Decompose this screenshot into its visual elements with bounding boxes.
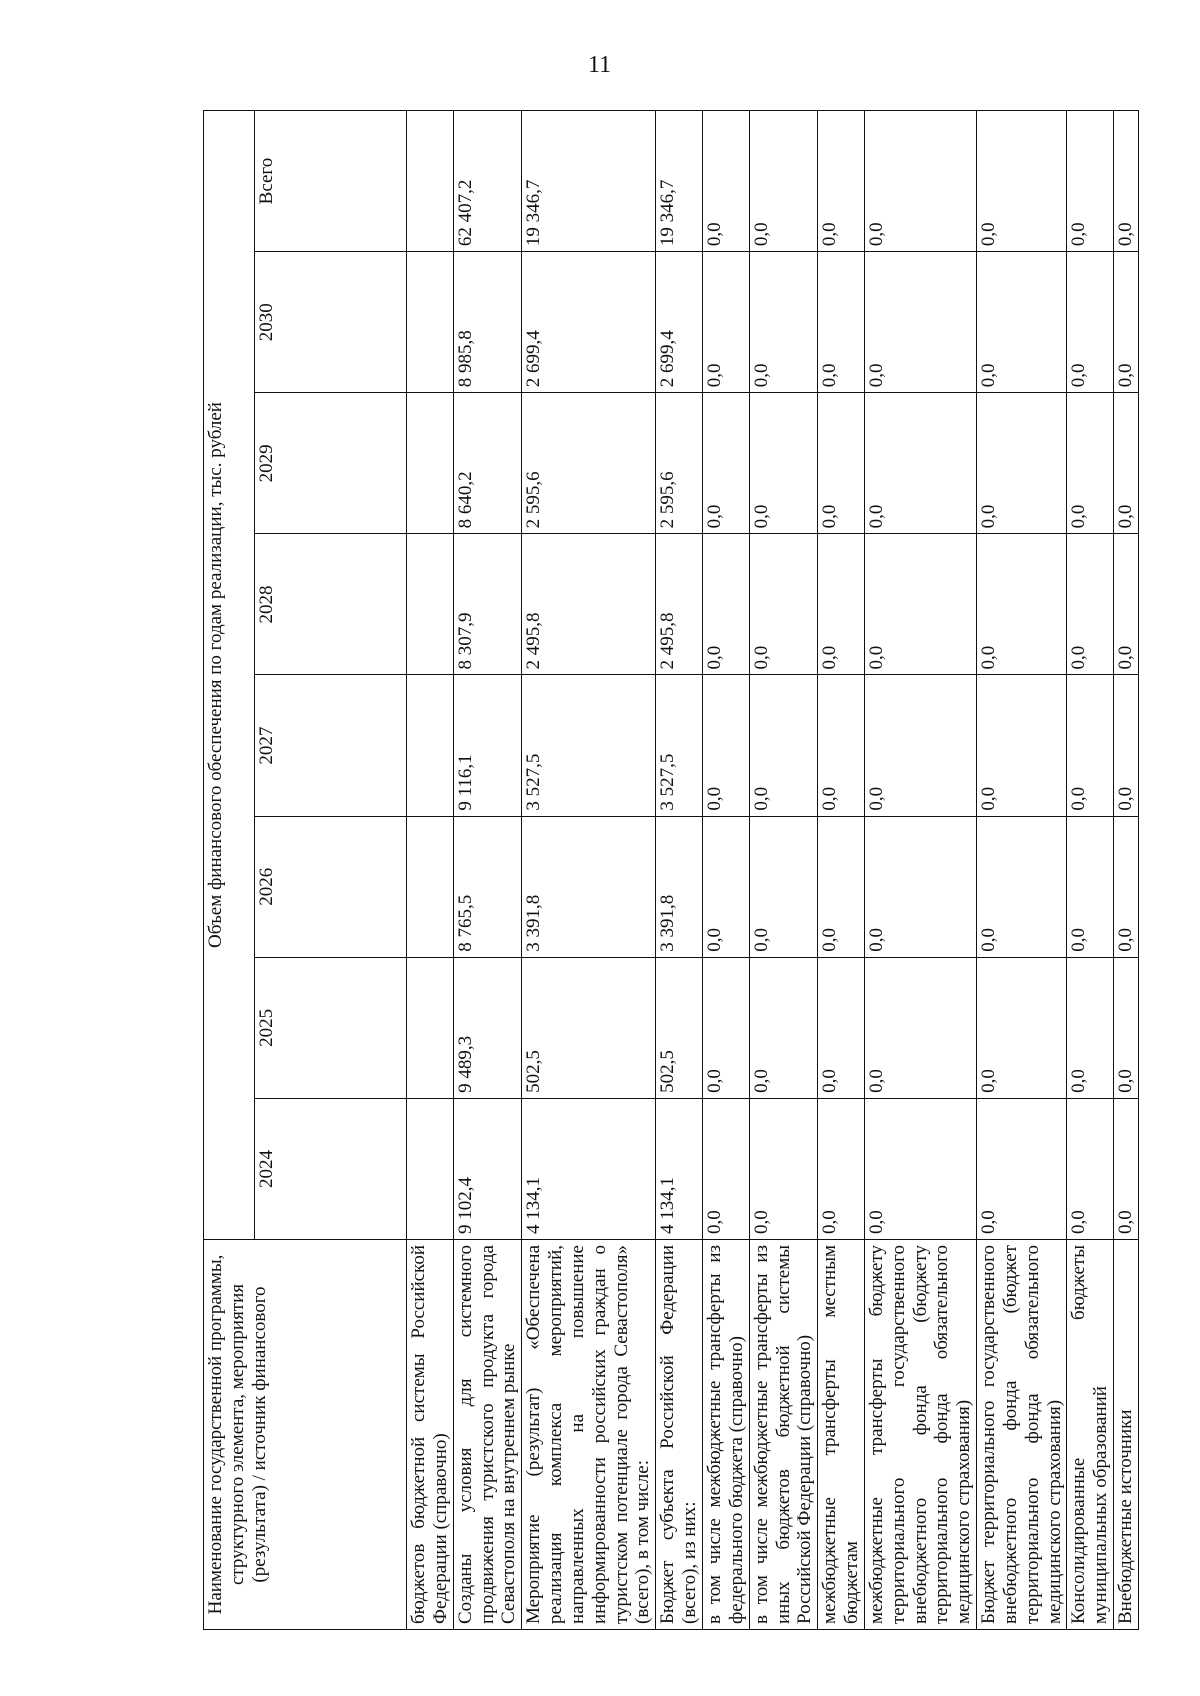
- row-year-value: 0,0: [864, 534, 976, 675]
- row-name: Консолидированные бюджеты муниципальных образований: [1067, 1240, 1114, 1630]
- row-year-value: 0,0: [977, 816, 1067, 957]
- table-body: [407, 111, 1139, 1630]
- row-name: Созданы условия для системного продвижения туристского продукта города Севастополя на внутреннем рынке: [453, 1240, 522, 1630]
- row-year-value: 0,0: [749, 393, 818, 534]
- table-row: [656, 111, 703, 1630]
- row-year-value: 0,0: [749, 1098, 818, 1239]
- row-year-value: 0,0: [1114, 534, 1139, 675]
- row-year-value: 0,0: [1114, 675, 1139, 816]
- financing-table: [203, 110, 1139, 1630]
- row-year-value: 0,0: [864, 957, 976, 1098]
- row-name: Внебюджетные источники: [1114, 1240, 1139, 1630]
- row-year-value: 0,0: [818, 957, 865, 1098]
- row-total-value: 0,0: [1114, 111, 1139, 252]
- row-year-value: 0,0: [1114, 252, 1139, 393]
- row-year-value: 3 391,8: [522, 816, 656, 957]
- row-name: Бюджет субъекта Российской Федерации (всего), из них:: [656, 1240, 703, 1630]
- rotated-table-wrapper: [203, 110, 1139, 1630]
- header-total: Всего: [255, 111, 407, 252]
- row-year-value: 0,0: [749, 816, 818, 957]
- row-name: Мероприятие (результат) «Обеспечена реализация комплекса мероприятий, направленных на повышение информированности российских граждан о туристском потенциале города Севастополя» (всего), в том числе:: [522, 1240, 656, 1630]
- row-year-value: 0,0: [818, 675, 865, 816]
- header-row-top: [204, 111, 255, 1630]
- row-year-value: 0,0: [977, 534, 1067, 675]
- row-year-value: 4 134,1: [522, 1098, 656, 1239]
- row-total-value: 0,0: [749, 111, 818, 252]
- table-row: [977, 111, 1067, 1630]
- row-year-value: 0,0: [977, 957, 1067, 1098]
- row-year-value: 0,0: [977, 675, 1067, 816]
- row-year-value: 0,0: [1114, 1098, 1139, 1239]
- row-year-value: [407, 816, 454, 957]
- header-year: 2027: [255, 675, 407, 816]
- row-year-value: 0,0: [702, 957, 749, 1098]
- row-year-value: 0,0: [702, 816, 749, 957]
- header-volume: Объем финансового обеспечения по годам реализации, тыс. рублей: [204, 111, 255, 1240]
- page-number: 11: [588, 52, 612, 78]
- row-year-value: 2 495,8: [522, 534, 656, 675]
- row-year-value: 0,0: [1067, 675, 1114, 816]
- row-name: бюджетов бюджетной системы Российской Федерации (справочно): [407, 1240, 454, 1630]
- row-total-value: 0,0: [702, 111, 749, 252]
- row-year-value: 0,0: [702, 534, 749, 675]
- row-year-value: 9 489,3: [453, 957, 522, 1098]
- row-year-value: 0,0: [1114, 957, 1139, 1098]
- row-year-value: 2 699,4: [522, 252, 656, 393]
- row-year-value: 0,0: [818, 1098, 865, 1239]
- row-year-value: 0,0: [818, 252, 865, 393]
- row-year-value: [407, 534, 454, 675]
- table-row: [864, 111, 976, 1630]
- row-year-value: 8 640,2: [453, 393, 522, 534]
- row-year-value: 2 495,8: [656, 534, 703, 675]
- row-year-value: [407, 957, 454, 1098]
- header-year: 2029: [255, 393, 407, 534]
- table-row: [1114, 111, 1139, 1630]
- table-row: [453, 111, 522, 1630]
- row-year-value: 0,0: [977, 252, 1067, 393]
- row-name: Бюджет территориального государственного внебюджетного фонда (бюджет территориального фонда обязательного медицинского страхования): [977, 1240, 1067, 1630]
- row-year-value: [407, 393, 454, 534]
- row-year-value: 8 765,5: [453, 816, 522, 957]
- row-year-value: 4 134,1: [656, 1098, 703, 1239]
- row-year-value: 502,5: [656, 957, 703, 1098]
- row-total-value: 0,0: [818, 111, 865, 252]
- row-total-value: 0,0: [864, 111, 976, 252]
- row-year-value: 0,0: [1114, 393, 1139, 534]
- row-year-value: 2 595,6: [656, 393, 703, 534]
- header-year: 2026: [255, 816, 407, 957]
- row-year-value: 3 527,5: [522, 675, 656, 816]
- row-year-value: 0,0: [749, 675, 818, 816]
- table-row: [522, 111, 656, 1630]
- row-year-value: 0,0: [864, 393, 976, 534]
- row-year-value: 0,0: [1067, 393, 1114, 534]
- row-year-value: 0,0: [977, 393, 1067, 534]
- row-year-value: 0,0: [702, 252, 749, 393]
- row-year-value: 8 307,9: [453, 534, 522, 675]
- row-total-value: 0,0: [1067, 111, 1114, 252]
- row-year-value: 0,0: [818, 534, 865, 675]
- row-year-value: 3 527,5: [656, 675, 703, 816]
- table-row: [1067, 111, 1114, 1630]
- header-year: 2025: [255, 957, 407, 1098]
- table-row: [749, 111, 818, 1630]
- row-total-value: 62 407,2: [453, 111, 522, 252]
- row-year-value: 0,0: [864, 252, 976, 393]
- row-name: в том числе межбюджетные трансферты из иных бюджетов бюджетной системы Российской Федерации (справочно): [749, 1240, 818, 1630]
- row-year-value: 8 985,8: [453, 252, 522, 393]
- header-name-column: Наименование государственной программы, структурного элемента, мероприятия (результата) / источник финансового: [204, 1240, 407, 1630]
- row-year-value: 0,0: [864, 1098, 976, 1239]
- row-year-value: 0,0: [702, 1098, 749, 1239]
- row-year-value: 0,0: [864, 816, 976, 957]
- row-year-value: 2 595,6: [522, 393, 656, 534]
- row-year-value: 0,0: [1067, 1098, 1114, 1239]
- row-year-value: 0,0: [702, 393, 749, 534]
- row-year-value: 0,0: [749, 957, 818, 1098]
- row-year-value: [407, 1098, 454, 1239]
- table-row: [407, 111, 454, 1630]
- row-total-value: 19 346,7: [656, 111, 703, 252]
- row-year-value: 3 391,8: [656, 816, 703, 957]
- row-year-value: 0,0: [749, 252, 818, 393]
- row-year-value: 0,0: [702, 675, 749, 816]
- header-year: 2024: [255, 1098, 407, 1239]
- row-year-value: [407, 675, 454, 816]
- header-year: 2030: [255, 252, 407, 393]
- row-year-value: 502,5: [522, 957, 656, 1098]
- row-year-value: 0,0: [749, 534, 818, 675]
- row-year-value: 0,0: [1067, 957, 1114, 1098]
- row-year-value: 0,0: [864, 675, 976, 816]
- row-year-value: 2 699,4: [656, 252, 703, 393]
- table-row: [702, 111, 749, 1630]
- row-year-value: [407, 252, 454, 393]
- row-name: межбюджетные трансферты бюджету территориального государственного внебюджетного фонда (бюджету территориального фонда обязательного медицинского страхования): [864, 1240, 976, 1630]
- table-row: [818, 111, 865, 1630]
- row-total-value: 19 346,7: [522, 111, 656, 252]
- row-year-value: 9 102,4: [453, 1098, 522, 1239]
- row-name: межбюджетные трансферты местным бюджетам: [818, 1240, 865, 1630]
- row-year-value: 0,0: [977, 1098, 1067, 1239]
- header-year: 2028: [255, 534, 407, 675]
- row-name: в том числе межбюджетные трансферты из федерального бюджета (справочно): [702, 1240, 749, 1630]
- row-year-value: 0,0: [1067, 816, 1114, 957]
- row-year-value: 0,0: [1114, 816, 1139, 957]
- row-year-value: 9 116,1: [453, 675, 522, 816]
- row-total-value: [407, 111, 454, 252]
- row-year-value: 0,0: [818, 393, 865, 534]
- row-year-value: 0,0: [1067, 252, 1114, 393]
- row-year-value: 0,0: [1067, 534, 1114, 675]
- row-total-value: 0,0: [977, 111, 1067, 252]
- row-year-value: 0,0: [818, 816, 865, 957]
